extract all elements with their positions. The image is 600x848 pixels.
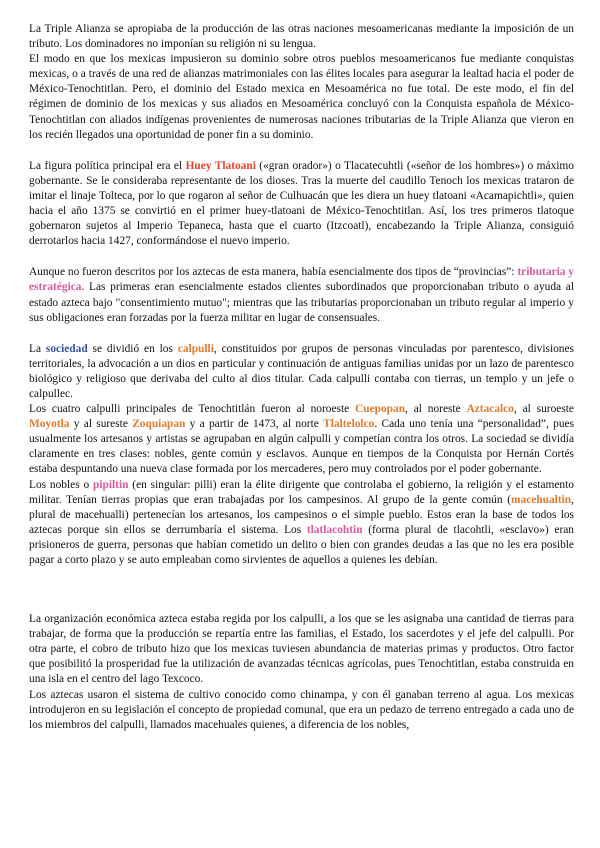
paragraph-provincias (29, 265, 574, 325)
text: Los aztecas usaron el sistema de cultivo conocido como chinampa, y con él ganaban terreno al agua. Los mexicas introdujeron en su legislación el concepto de propiedad comunal, que era un pedazo de terreno entregado a cada uno de los miembros del calpulli, llamados macehuales quienes, a diferencia de los nobles, (29, 688, 574, 731)
paragraph-gap (29, 249, 574, 265)
text: y a partir de 1473, al norte (185, 418, 324, 431)
paragraph-triple-alianza-tributo (29, 22, 574, 52)
text: , constituidos por grupos de personas vinculadas por parentesco, divisiones territoriales, la advocación a un dios en particular y continuación de antiguas familias unidas por un lazo de parentesco biológico y religioso que derivaba del culto al dios titular. Cada calpulli contaba con tierras, un templo y un jefe o calpullec. (29, 342, 574, 400)
paragraph-clases-sociales (29, 478, 574, 569)
highlight-sociedad: sociedad (45, 342, 88, 355)
highlight-macehualtin: macehualtin (511, 493, 572, 506)
paragraph-gap (29, 568, 574, 612)
text: y al sureste (69, 418, 133, 431)
paragraph-sociedad-calpulli (29, 342, 574, 402)
paragraph-gap (29, 143, 574, 159)
text: El modo en que los mexicas impusieron su dominio sobre otros pueblos mesoamericanos fue mediante conquistas mexicas, o a través de una red de alianzas matrimoniales con las élites locales para asegurar la lealtad hacia el poder de México-Tenochtitlan. Pero, el dominio del Estado mexica en Mesoamérica no fue total. De este modo, el fin del régimen de dominio de los mexicas y sus aliados en Mesoamérica concluyó con la Conquista española de México-Tenochtitlan con aliados indígenas provenientes de numerosas naciones tributarias de la Triple Alianza que vieron en los recién llegados una oportunidad de poner fin a su dominio. (29, 53, 574, 141)
text: , plural de macehualli) pertenecían los artesanos, los campesinos o el simple pueblo. Estos eran la base de todos los aztecas porque sin ellos se derrumbaría el sistema. Los (29, 493, 574, 536)
text: , al noreste (405, 403, 467, 416)
text: (forma plural de tlacohtli, «esclavo») eran prisioneros de guerra, personas que habían cometido un delito o bien con grandes deudas a las que no les era posible pagar a corto plazo y se auto empleaban como sirvientes de aquellos a quienes les debían. (29, 523, 574, 566)
paragraph-cuatro-calpulli (29, 402, 574, 477)
paragraph-dominio-mexica (29, 52, 574, 143)
paragraph-organizacion-economica (29, 612, 574, 687)
text: , al suroeste (513, 403, 574, 416)
highlight-tlaltelolco: Tlaltelolco (323, 418, 375, 431)
text: La Triple Alianza se apropiaba de la producción de las otras naciones mesoamericanas mediante la imposición de un tributo. Los dominadores no imponían su religión ni su lengua. (29, 23, 574, 51)
highlight-calpulli: calpulli (177, 342, 214, 355)
highlight-tlatlacohtin: tlatlacohtin (306, 523, 363, 536)
highlight-pipiltin: pipiltin (93, 478, 129, 491)
text: . Las primeras eran esencialmente estados clientes subordinados que proporcionaban tributo o ayuda al estado azteca bajo "consentimiento mutuo"; mientras que las tributarias proporcionaban un tributo regular al imperio y sus obligaciones eran forzadas por la fuerza militar en lugar de consensuales. (29, 281, 574, 324)
highlight-cuepopan: Cuepopan (355, 403, 406, 416)
text: (en singular: pilli) eran la élite dirigente que controlaba el gobierno, la religión y el estamento militar. Tenían tierras propias que eran trabajadas por los campesinos. Al grupo de la gente común ( (29, 478, 574, 506)
highlight-tributaria-estrategica: tributaria y estratégica (29, 266, 574, 294)
text: se dividió en los (87, 342, 178, 355)
text: Aunque no fueron descritos por los aztecas de esta manera, había esencialmente dos tipos de “provincias”: (29, 266, 518, 279)
highlight-aztacalco: Aztacalco (466, 403, 514, 416)
text: La organización económica azteca estaba regida por los calpulli, a los que se les asignaba una cantidad de tierras para trabajar, de forma que la producción se repartía entre las familias, el Estado, los sacerdotes y el jefe del calpulli. Por otra parte, el cobro de tributo hizo que los mexicas tuviesen abundancia de materias primas y productos. Otro factor que posibilitó la prosperidad fue la utilización de avanzadas técnicas agrícolas, pues Tenochtitlan, estaba construida en una isla en el centro del lago Texcoco. (29, 613, 574, 686)
text: . Cada uno tenía una “personalidad”, pues usualmente los artesanos y artistas se agrupaban en algún calpulli y competían contra los otros. La sociedad se dividía claramente en tres clases: nobles, gente común y esclavos. Aunque en tiempos de la Conquista por Hernán Cortés estaba despuntando una nueva clase formada por los mercaderes, pero muy controlados por el poder gobernante. (29, 418, 575, 476)
text: Los nobles o (29, 478, 93, 491)
text: La (29, 342, 46, 355)
paragraph-huey-tlatoani (29, 159, 574, 250)
text: La figura política principal era el (29, 159, 186, 172)
paragraph-gap (29, 326, 574, 342)
paragraph-chinampa (29, 688, 574, 733)
text: Los cuatro calpulli principales de Tenochtitlán fueron al noroeste (29, 403, 356, 416)
highlight-moyotla: Moyotla (29, 418, 70, 431)
highlight-huey-tlatoani: Huey Tlatoani (185, 159, 256, 172)
text: («gran orador») o Tlacatecuhtli («señor de los hombres») o máximo gobernante. Se le consideraba representante de los dioses. Tras la muerte del caudillo Tenoch los mexicas trataron de imitar el linaje Tolteca, por lo que rogaron al señor de Culhuacán que les diera un huey tlatoani «Acamapichtli», quien hacia el año 1375 se convirtió en el primer huey-tlatoani de México-Tenochtitlan. Así, los tres primeros tlatoque gobernaron sujetos al Imperio Tepaneca, hasta que el cuarto (Itzcoatl), encabezando la Triple Alianza, consiguió derrotarlos hacia 1427, conformándose el nuevo imperio. (29, 159, 574, 248)
highlight-zoquiapan: Zoquiapan (132, 418, 186, 431)
